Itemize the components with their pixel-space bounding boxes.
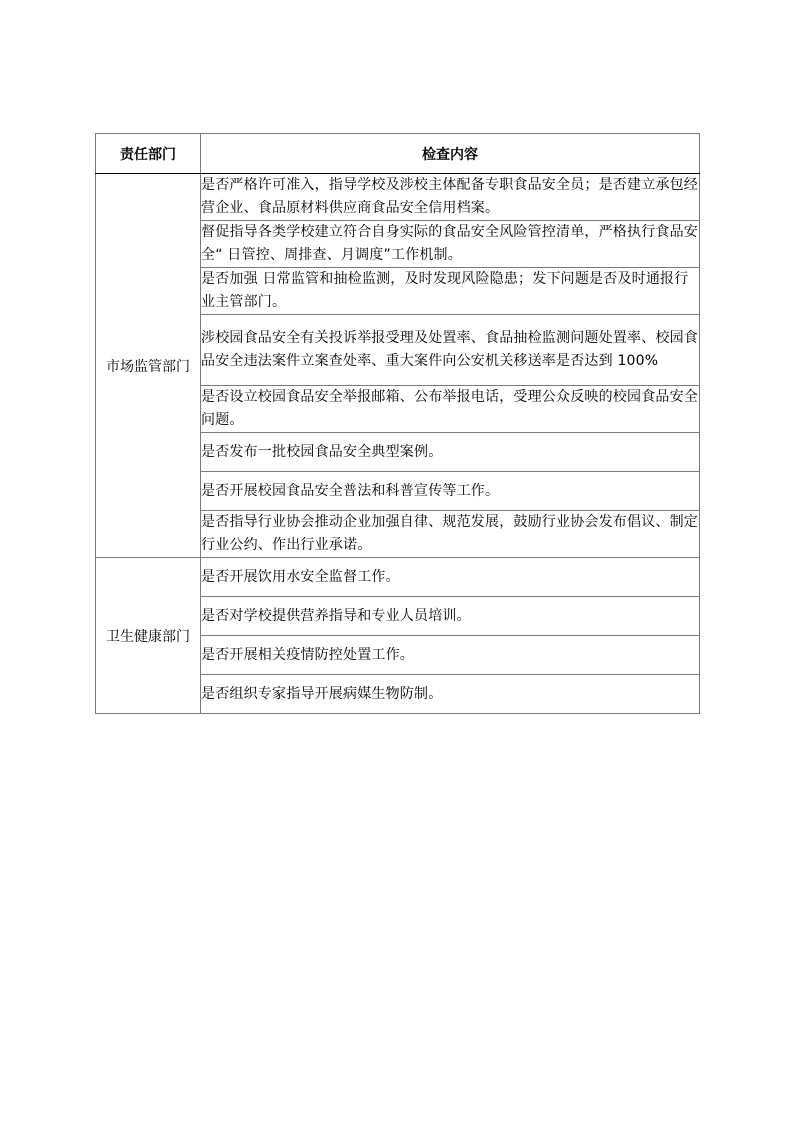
check-item: 是否指导行业协会推动企业加强自律、规范发展，鼓励行业协会发布倡议、制定行业公约、作出行业承诺。 [201, 511, 700, 558]
table-row [96, 558, 700, 597]
header-content: 检查内容 [201, 134, 700, 174]
table-header-row [96, 134, 700, 174]
check-item: 是否开展相关疫情防控处置工作。 [201, 636, 700, 675]
check-item: 是否开展饮用水安全监督工作。 [201, 558, 700, 597]
check-item: 督促指导各类学校建立符合自身实际的食品安全风险管控清单，严格执行食品安全“ 日管控、周排查、月调度”工作机制。 [201, 221, 700, 268]
table-row [96, 174, 700, 221]
department-cell-health: 卫生健康部门 [96, 558, 201, 714]
check-item: 是否严格许可准入，指导学校及涉校主体配备专职食品安全员；是否建立承包经营企业、食品原材料供应商食品安全信用档案。 [201, 174, 700, 221]
check-item: 是否开展校园食品安全普法和科普宣传等工作。 [201, 472, 700, 511]
check-item: 涉校园食品安全有关投诉举报受理及处置率、食品抽检监测问题处置率、校园食品安全违法案件立案查处率、重大案件向公安机关移送率是否达到 100% [201, 315, 700, 386]
check-item: 是否加强 日常监管和抽检监测，及时发现风险隐患；发下问题是否及时通报行业主管部门。 [201, 268, 700, 315]
header-department: 责任部门 [96, 134, 201, 174]
department-cell-market-supervision: 市场监管部门 [96, 174, 201, 558]
check-item: 是否对学校提供营养指导和专业人员培训。 [201, 597, 700, 636]
check-item: 是否设立校园食品安全举报邮箱、公布举报电话，受理公众反映的校园食品安全问题。 [201, 386, 700, 433]
check-item: 是否组织专家指导开展病媒生物防制。 [201, 675, 700, 714]
inspection-table [95, 133, 700, 714]
check-item: 是否发布一批校园食品安全典型案例。 [201, 433, 700, 472]
